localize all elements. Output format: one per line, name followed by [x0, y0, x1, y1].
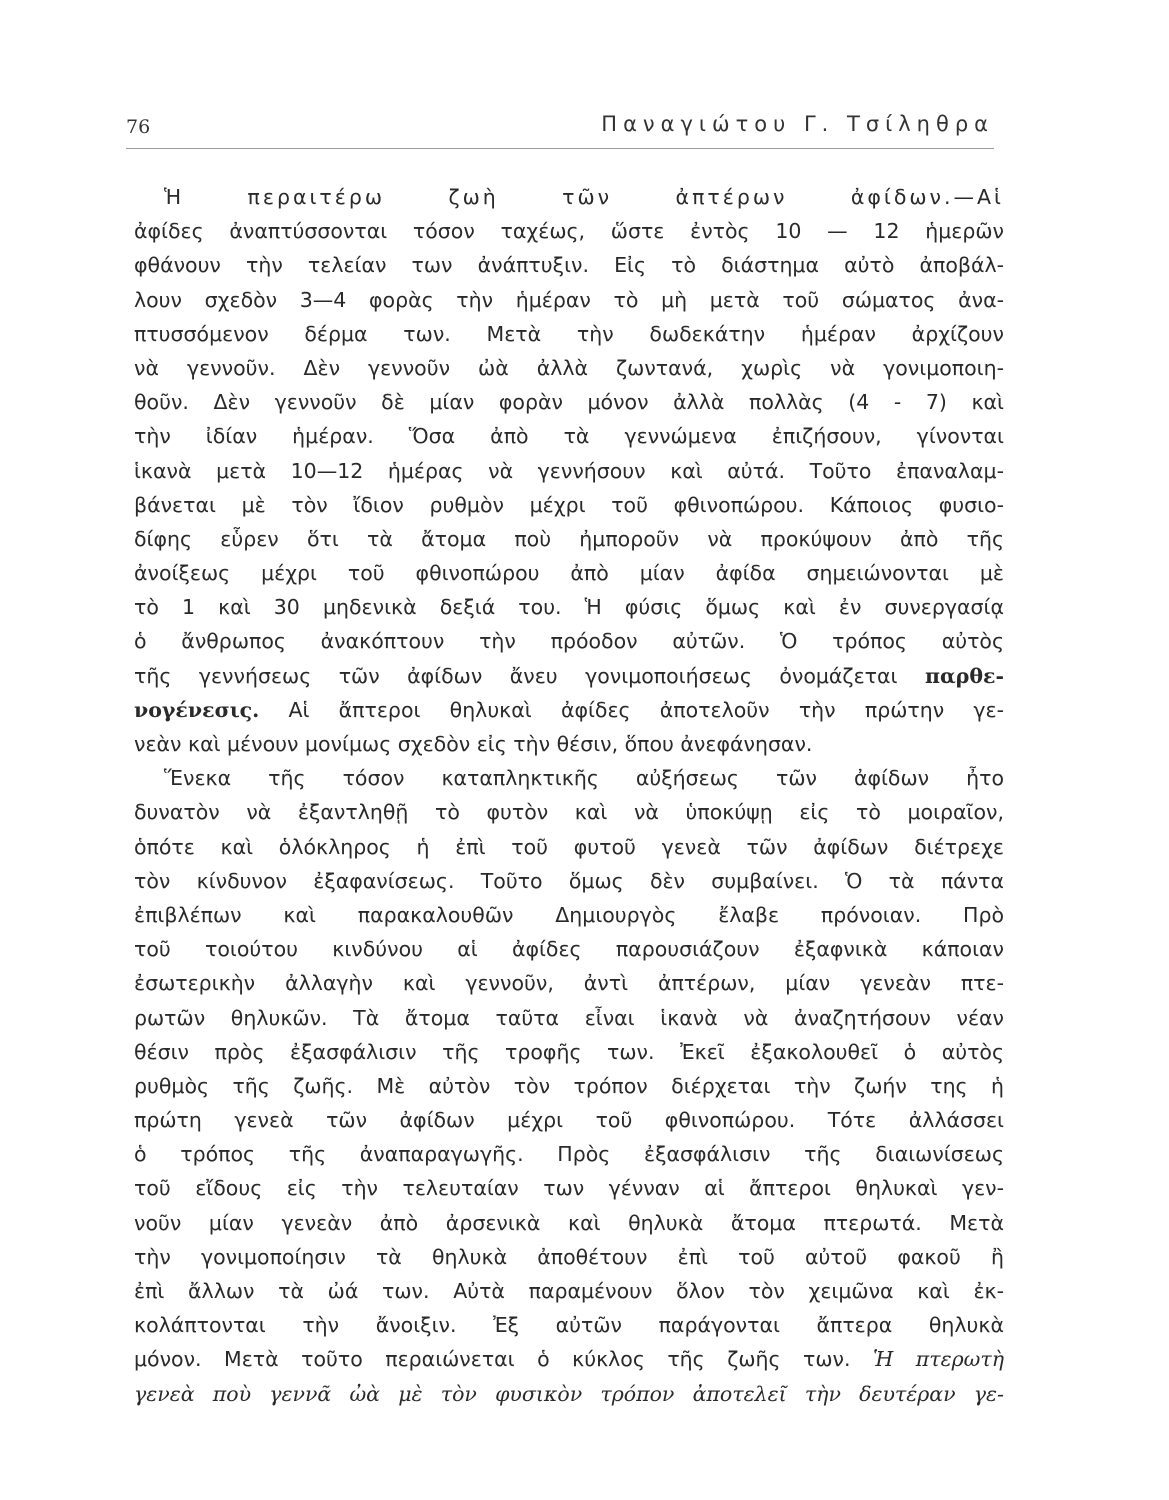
text-line: ὁ ἄνθρωπος ἀνακόπτουν τὴν πρόοδον αὐτῶν. Ὁ τρόπος αὐτὸς [134, 629, 1004, 654]
text-line: ἐπὶ ἄλλων τὰ ὠά των. Αὐτὰ παραμένουν ὅλον τὸν χειμῶνα καὶ ἐκ- [134, 1279, 1004, 1303]
text-line: θοῦν. Δὲν γεννοῦν δὲ μίαν φορὰν μόνον ἀλλὰ πολλὰς (4 - 7) καὶ [134, 390, 1004, 415]
text-line: θέσιν πρὸς ἐξασφάλισιν τῆς τροφῆς των. Ἐκεῖ ἐξακολουθεῖ ὁ αὐτὸς [134, 1039, 1004, 1064]
text-line: πρώτη γενεὰ τῶν ἀφίδων μέχρι τοῦ φθινοπώρου. Τότε ἀλλάσσει [134, 1108, 1004, 1133]
bold-term: παρθε- [924, 663, 1004, 688]
text-segment: μόνον. Μετὰ τοῦτο περαιώνεται ὁ κύκλος τῆς ζωῆς των. [134, 1347, 873, 1372]
text-line: κολάπτονται τὴν ἄνοιξιν. Ἐξ αὐτῶν παράγονται ἄπτερα θηλυκὰ [134, 1313, 1004, 1338]
text-line: ρυθμὸς τῆς ζωῆς. Μὲ αὐτὸν τὸν τρόπον διέρχεται τὴν ζωήν της ἡ [134, 1073, 1004, 1098]
text-line [134, 693, 1004, 727]
text-line: ὁπότε καὶ ὁλόκληρος ἡ ἐπὶ τοῦ φυτοῦ γενεὰ τῶν ἀφίδων διέτρεχε [134, 834, 1004, 859]
text-line: τὴν ἰδίαν ἡμέραν. Ὅσα ἀπὸ τὰ γεννώμενα ἐπιζήσουν, γίνονται [134, 424, 1004, 449]
text-line: ἱκανὰ μετὰ 10—12 ἡμέρας νὰ γεννήσουν καὶ αὐτά. Τοῦτο ἐπαναλαμ- [134, 458, 1004, 483]
text-line: δίφης εὗρεν ὅτι τὰ ἄτομα ποὺ ἠμποροῦν νὰ προκύψουν ἀπὸ τῆς [134, 526, 1004, 551]
text-line: ἀνοίξεως μέχρι τοῦ φθινοπώρου ἀπὸ μίαν ἀφίδα σημειώνονται μὲ [134, 561, 1004, 586]
text-line: πτυσσόμενον δέρμα των. Μετὰ τὴν δωδεκάτην ἡμέραν ἀρχίζουν [134, 321, 1004, 346]
text-line: ρωτῶν θηλυκῶν. Τὰ ἄτομα ταῦτα εἶναι ἱκανὰ νὰ ἀναζητήσουν νέαν [134, 1005, 1004, 1030]
text-line: Ἕνεκα τῆς τόσον καταπληκτικῆς αὐξήσεως τῶν ἀφίδων ἦτο [164, 766, 1004, 791]
text-segment: Αἱ ἄπτεροι θηλυκαὶ ἀφίδες ἀποτελοῦν τὴν πρώτην γε- [259, 697, 1004, 722]
page-header [126, 112, 994, 148]
bold-term: νογένεσις. [134, 697, 260, 722]
text-line [134, 659, 1004, 693]
text-line: ἐσωτερικὴν ἀλλαγὴν καὶ γεννοῦν, ἀντὶ ἀπτέρων, μίαν γενεὰν πτε- [134, 971, 1004, 996]
italic-line: γενεὰ ποὺ γεννᾶ ὠὰ μὲ τὸν φυσικὸν τρόπον ἀποτελεῖ τὴν δευτέραν γε- [134, 1381, 1004, 1406]
page-number: 76 [126, 116, 151, 138]
text-line: τοῦ εἴδους εἰς τὴν τελευταίαν των γένναν αἱ ἄπτεροι θηλυκαὶ γεν- [134, 1176, 1004, 1201]
text-line: νοῦν μίαν γενεὰν ἀπὸ ἀρσενικὰ καὶ θηλυκὰ ἄτομα πτερωτά. Μετὰ [134, 1210, 1004, 1235]
text-line: ἐπιβλέπων καὶ παρακαλουθῶν Δημιουργὸς ἔλαβε πρόνοιαν. Πρὸ [134, 902, 1004, 927]
text-line: βάνεται μὲ τὸν ἴδιον ρυθμὸν μέχρι τοῦ φθινοπώρου. Κάποιος φυσιο- [134, 492, 1004, 517]
text-line: ὁ τρόπος τῆς ἀναπαραγωγῆς. Πρὸς ἐξασφάλισιν τῆς διαιωνίσεως [134, 1142, 1004, 1167]
text-line: νὰ γεννοῦν. Δὲν γεννοῦν ὠὰ ἀλλὰ ζωντανά, χωρὶς νὰ γονιμοποιη- [134, 355, 1004, 380]
text-line: ἀφίδες ἀναπτύσσονται τόσον ταχέως, ὥστε ἐντὸς 10 — 12 ἡμερῶν [134, 219, 1004, 244]
text-line: δυνατὸν νὰ ἐξαντληθῇ τὸ φυτὸν καὶ νὰ ὑποκύψῃ εἰς τὸ μοιραῖον, [134, 800, 1004, 825]
header-rule [126, 148, 994, 149]
body-text [134, 180, 1004, 1411]
text-line: τοῦ τοιούτου κινδύνου αἱ ἀφίδες παρουσιάζουν ἐξαφνικὰ κάποιαν [134, 937, 1004, 962]
text-line: Ἡ περαιτέρω ζωὴ τῶν ἀπτέρων ἀφίδων.—Αἱ [164, 185, 1004, 209]
text-segment: τῆς γεννήσεως τῶν ἀφίδων ἄνευ γονιμοποιήσεως ὀνομάζεται [134, 663, 925, 688]
text-line [134, 1342, 1004, 1376]
text-line: τὴν γονιμοποίησιν τὰ θηλυκὰ ἀποθέτουν ἐπὶ τοῦ αὐτοῦ φακοῦ ἢ [134, 1244, 1004, 1269]
text-line: νεὰν καὶ μένουν μονίμως σχεδὸν εἰς τὴν θέσιν, ὅπου ἀνεφάνησαν. [134, 732, 813, 756]
running-head-author: Παναγιώτου Γ. Τσίληθρα [601, 112, 994, 136]
text-line: τὸ 1 καὶ 30 μηδενικὰ δεξιά του. Ἡ φύσις ὅμως καὶ ἐν συνεργασίᾳ [134, 595, 1004, 620]
italic-text: Ἡ πτερωτὴ [872, 1347, 1005, 1372]
text-line: λουν σχεδὸν 3—4 φορὰς τὴν ἡμέραν τὸ μὴ μετὰ τοῦ σώματος ἀνα- [134, 287, 1004, 312]
text-line: φθάνουν τὴν τελείαν των ἀνάπτυξιν. Εἰς τὸ διάστημα αὐτὸ ἀποβάλ- [134, 253, 1004, 278]
text-line: τὸν κίνδυνον ἐξαφανίσεως. Τοῦτο ὅμως δὲν συμβαίνει. Ὁ τὰ πάντα [134, 868, 1004, 893]
